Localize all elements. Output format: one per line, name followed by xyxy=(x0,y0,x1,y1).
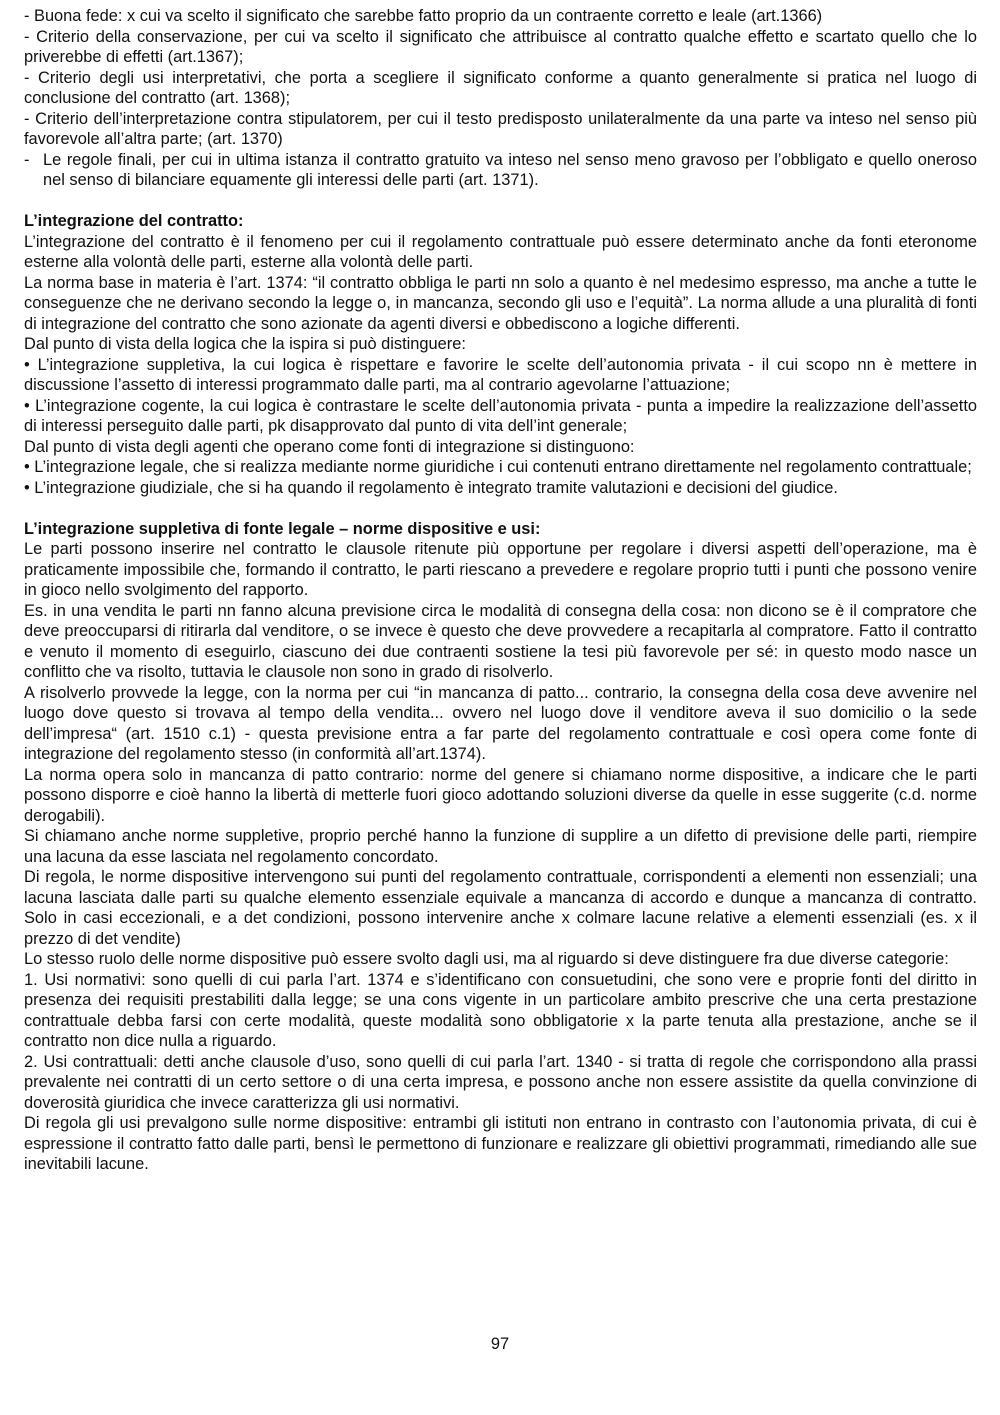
criterion-contra-stipulatorem: - Criterio dell’interpretazione contra stipulatorem, per cui il testo predisposto unilateralmente da una parte va inteso nel senso più favorevole all’altra parte; (art. 1370) xyxy=(24,109,977,148)
paragraph: Di regola gli usi prevalgono sulle norme dispositive: entrambi gli istituti non entrano in contrasto con l’autonomia privata, di cui è espressione il contratto fatto dalle parti, bensì le permettono di funzionare e realizzare gli obiettivi programmati, rimediando alle sue inevitabili lacune. xyxy=(24,1114,977,1173)
page-number: 97 xyxy=(490,1335,510,1353)
document-page xyxy=(24,6,977,1175)
paragraph: L’integrazione del contratto è il fenomeno per cui il regolamento contrattuale può essere determinato anche da fonti eteronome esterne alla volontà delle parti, esterne alla volontà delle parti. xyxy=(24,232,977,271)
paragraph: Lo stesso ruolo delle norme dispositive può essere svolto dagli usi, ma al riguardo si deve distinguere fra due diverse categorie: xyxy=(24,950,949,968)
bullet-item: • L’integrazione suppletiva, la cui logica è rispettare e favorire le scelte dell’autonomia privata - il cui scopo nn è mettere in discussione l’assetto di interessi programmato dalle parti, ma al contrario agevolarne l’attuazione; xyxy=(24,355,977,394)
bullet-item: • L’integrazione cogente, la cui logica è contrastare le scelte dell’autonomia privata - punta a impedire la realizzazione dell’assetto di interessi perseguito dalle parti, pk disapprovato dal punto di vita dell’int generale; xyxy=(24,396,977,435)
paragraph: A risolverlo provvede la legge, con la norma per cui “in mancanza di patto... contrario, la consegna della cosa deve avvenire nel luogo dove questo si trovava al tempo della vendita... ovvero nel luogo dove il venditore aveva il suo domicilio o la sede dell’impresa“ (art. 1510 c.1) - questa previsione entra a far parte del regolamento contrattuale e così opera come fonte di integrazione del regolamento stesso (in conformità all’art.1374). xyxy=(24,683,977,763)
paragraph-spacer xyxy=(24,191,977,212)
paragraph: La norma opera solo in mancanza di patto contrario: norme del genere si chiamano norme dispositive, a indicare che le parti possono disporre e cioè hanno la libertà di metterle fuori gioco adottando soluzioni diverse da quelle in esse suggerite (c.d. norme derogabili). xyxy=(24,765,977,825)
paragraph: Di regola, le norme dispositive intervengono sui punti del regolamento contrattuale, corrispondenti a elementi non essenziali; una lacuna lasciata dalle parti su qualche elemento essenziale equivale a mancanza di accordo e dunque a mancanza di contratto. Solo in casi eccezionali, e a det condizioni, possono intervenire anche x colmare lacune relative a elementi essenziali (es. x il prezzo di det vendite) xyxy=(24,868,977,948)
criterion-buona-fede: - Buona fede: x cui va scelto il significato che sarebbe fatto proprio da un contraente corretto e leale (art.1366) xyxy=(24,7,823,25)
bullet-item: • L’integrazione legale, che si realizza mediante norme giuridiche i cui contenuti entrano direttamente nel regolamento contrattuale; xyxy=(24,458,972,476)
section-heading-integrazione: L’integrazione del contratto: xyxy=(24,212,244,230)
dash-bullet: - xyxy=(24,150,30,169)
criterion-conservazione: - Criterio della conservazione, per cui va scelto il significato che attribuisce al contratto qualche effetto e scartato quello che lo priverebbe di effetti (art.1367); xyxy=(24,27,977,66)
paragraph: Le parti possono inserire nel contratto le clausole ritenute più opportune per regolare i diversi aspetti dell’operazione, ma è praticamente impossibile che, formando il contratto, le parti riescano a prevedere e regolare proprio tutti i punti che possono venire in gioco nello svolgimento del rapporto. xyxy=(24,540,977,599)
bullet-item: • L’integrazione giudiziale, che si ha quando il regolamento è integrato tramite valutazioni e decisioni del giudice. xyxy=(24,478,838,497)
section-heading-suppletiva: L’integrazione suppletiva di fonte legale – norme dispositive e usi: xyxy=(24,519,541,538)
numbered-item: 2. Usi contrattuali: detti anche clausole d’uso, sono quelli di cui parla l’art. 1340 - si tratta di regole che corrispondono alla prassi prevalente nei contratti di un certo settore o di una certa impresa, e possono anche non essere assistite da quella convinzione di doverosità giuridica che invece caratterizza gli usi normativi. xyxy=(24,1052,977,1112)
criterion-regole-finali-text: Le regole finali, per cui in ultima istanza il contratto gratuito va inteso nel senso meno gravoso per l’obbligato e quello oneroso nel senso di bilanciare equamente gli interessi delle parti (art. 1371). xyxy=(43,150,977,189)
paragraph: Dal punto di vista della logica che la ispira si può distinguere: xyxy=(24,335,466,353)
paragraph: Si chiamano anche norme suppletive, proprio perché hanno la funzione di supplire a un difetto di previsione delle parti, riempire una lacuna da esse lasciata nel regolamento concordato. xyxy=(24,827,977,866)
paragraph-spacer xyxy=(24,498,977,519)
criterion-regole-finali xyxy=(24,150,977,191)
numbered-item: 1. Usi normativi: sono quelli di cui parla l’art. 1374 e s’identificano con consuetudini, che sono vere e proprie fonti del diritto in presenza dei requisiti prestabiliti dalla legge; se una cons vigente in un particolare ambito prescrive che una certa prestazione contrattuale debba farsi con certe modalità, queste modalità sono obbligatorie x la parte tenuta alla prestazione, anche se il contratto non dice nulla a riguardo. xyxy=(24,970,977,1050)
criterion-usi-interpretativi: - Criterio degli usi interpretativi, che porta a scegliere il significato conforme a quanto generalmente si pratica nel luogo di conclusione del contratto (art. 1368); xyxy=(24,68,977,107)
paragraph: Es. in una vendita le parti nn fanno alcuna previsione circa le modalità di consegna della cosa: non dicono se è il compratore che deve preoccuparsi di ritirarla dal venditore, o se invece è questo che deve provvedere a recapitarla al compratore. Fatto il contratto e venuto il momento di eseguirlo, ciascuno dei due contraenti sostiene la tesi più favorevole per sé: in questo modo nasce un conflitto che va risolto, tuttavia le clausole non sono in grado di risolverlo. xyxy=(24,601,977,681)
paragraph: Dal punto di vista degli agenti che operano come fonti di integrazione si distinguono: xyxy=(24,437,635,456)
paragraph: La norma base in materia è l’art. 1374: “il contratto obbliga le parti nn solo a quanto è nel medesimo espresso, ma anche a tutte le conseguenze che ne derivano secondo la legge o, in mancanza, secondo gli uso e l’equità”. La norma allude a una pluralità di fonti di integrazione del contratto che sono azionate da agenti diversi e obbediscono a logiche differenti. xyxy=(24,273,977,333)
